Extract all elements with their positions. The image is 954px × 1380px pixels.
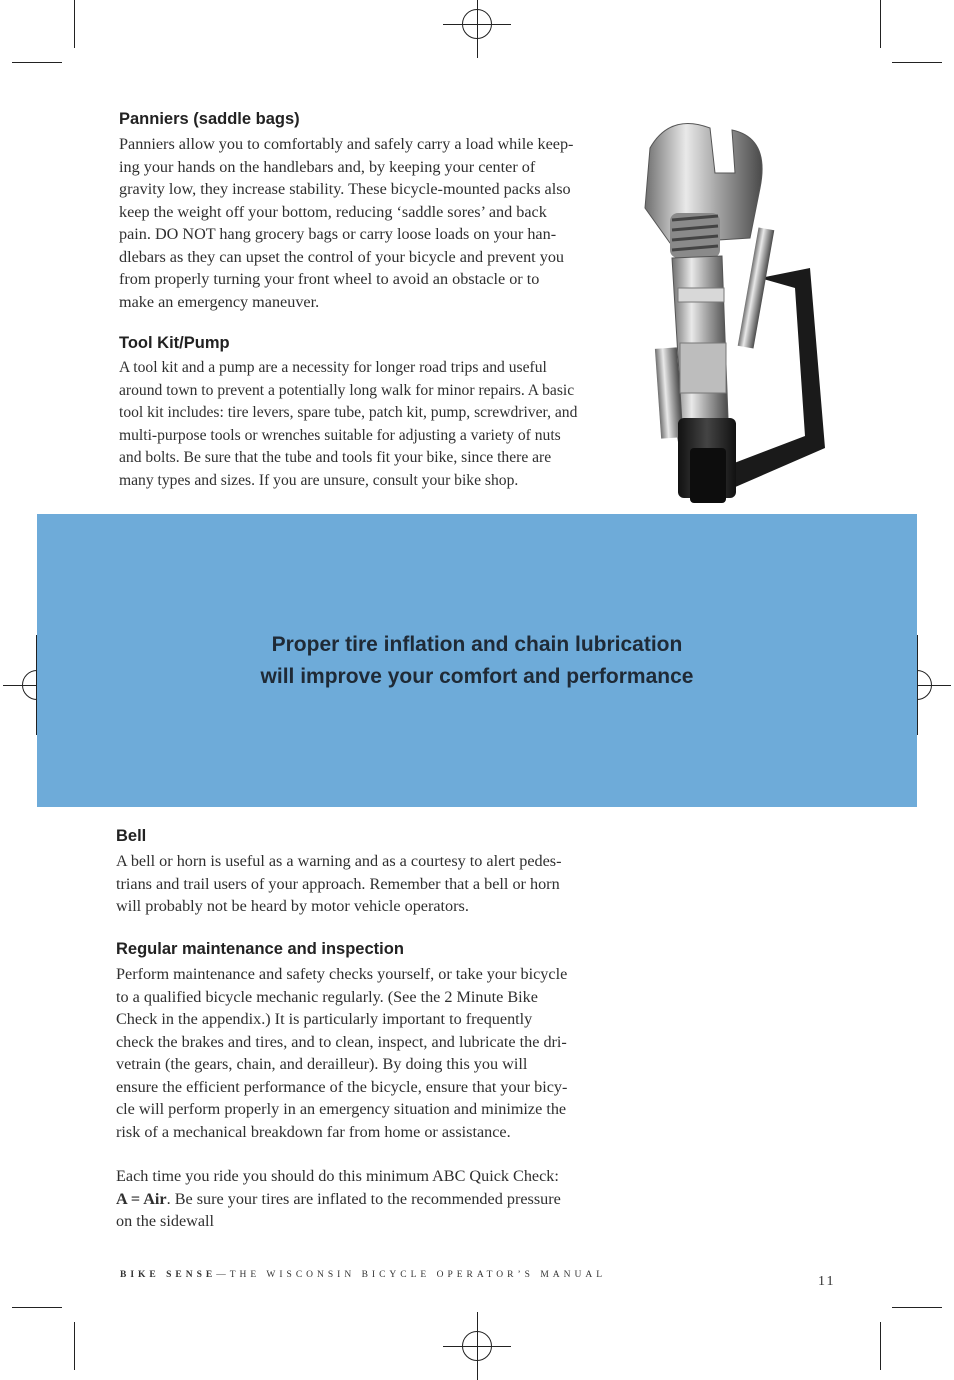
text-line: many types and sizes. If you are unsure, consult your bike shop. xyxy=(119,471,519,489)
registration-mark xyxy=(462,1331,492,1361)
crop-mark xyxy=(892,1307,942,1308)
text-line: from properly turning your front wheel to avoid an obstacle or to xyxy=(119,270,540,288)
text-line: to a qualified bicycle mechanic regularly. (See the 2 Minute Bike xyxy=(116,987,538,1006)
text-line: pain. DO NOT hang grocery bags or carry loose loads on your han- xyxy=(119,225,557,243)
footer-brand: BIKE SENSE xyxy=(120,1270,217,1280)
text-line: and bolts. Be sure that the tube and tools fit your bike, since there are xyxy=(119,449,552,466)
text-line: vetrain (the gears, chain, and derailleur). By doing this you will xyxy=(116,1055,528,1073)
text-line: check the brakes and tires, and to clean, inspect, and lubricate the dri- xyxy=(116,1032,567,1051)
text-line: risk of a mechanical breakdown far from home or assistance. xyxy=(116,1122,511,1141)
text-line: A tool kit and a pump are a necessity for longer road trips and useful xyxy=(119,359,547,376)
text-line: cle will perform properly in an emergency situation and minimize the xyxy=(116,1100,567,1118)
running-footer xyxy=(120,1270,606,1280)
toolkit-body xyxy=(119,357,599,492)
text-line: keep the weight off your bottom, reducing ‘saddle sores’ and back xyxy=(119,202,547,221)
panniers-body xyxy=(119,133,599,313)
crop-mark xyxy=(74,0,75,48)
maintenance-section xyxy=(116,940,606,1233)
page-number: 11 xyxy=(818,1274,836,1289)
text-line: around town to prevent a potentially long walk for minor repairs. A basic xyxy=(119,381,575,399)
air-label: A = Air xyxy=(116,1189,167,1208)
text-line: on the sidewall xyxy=(116,1212,215,1230)
crop-mark xyxy=(12,1307,62,1308)
crop-mark xyxy=(880,0,881,48)
bell-body xyxy=(116,850,606,918)
text-line: ensure the efficient performance of the bicycle, ensure that your bicy- xyxy=(116,1077,568,1096)
crop-mark xyxy=(12,62,62,63)
callout-line: Proper tire inflation and chain lubrication xyxy=(271,632,683,656)
panniers-section xyxy=(119,110,599,313)
abc-check-paragraph xyxy=(116,1165,606,1233)
bell-section xyxy=(116,827,606,918)
callout-text xyxy=(261,629,694,693)
multi-tool-wrench-icon xyxy=(610,118,840,510)
text-line: multi-purpose tools or wrenches suitable for adjusting a variety of nuts xyxy=(119,426,561,444)
text-line: ing your hands on the handlebars and, by keeping your center of xyxy=(119,157,536,176)
text-line: trians and trail users of your approach. Remember that a bell or horn xyxy=(116,874,560,893)
section-heading: Bell xyxy=(116,827,147,845)
text-line: Panniers allow you to comfortably and safely carry a load while keep- xyxy=(119,135,574,153)
text-line: A bell or horn is useful as a warning and as a courtesy to alert pedes- xyxy=(116,852,562,870)
registration-mark xyxy=(462,9,492,39)
text-line: make an emergency maneuver. xyxy=(119,292,320,311)
callout-banner xyxy=(37,514,917,807)
section-heading: Regular maintenance and inspection xyxy=(116,940,404,958)
maintenance-body xyxy=(116,963,606,1143)
footer-title: THE WISCONSIN BICYCLE OPERATOR’S MANUAL xyxy=(229,1270,607,1280)
text-line: dlebars as they can upset the control of your bicycle and prevent you xyxy=(119,247,565,266)
text-line: will probably not be heard by motor vehicle operators. xyxy=(116,897,469,915)
crop-mark xyxy=(892,62,942,63)
text-line: tool kit includes: tire levers, spare tube, patch kit, pump, screwdriver, and xyxy=(119,404,578,421)
section-heading: Tool Kit/Pump xyxy=(119,334,230,352)
crop-mark xyxy=(880,1322,881,1370)
crop-mark xyxy=(74,1322,75,1370)
text-line: gravity low, they increase stability. These bicycle-mounted packs also xyxy=(119,180,571,198)
callout-line: will improve your comfort and performance xyxy=(260,664,694,688)
section-heading: Panniers (saddle bags) xyxy=(119,110,300,128)
text-line: Each time you ride you should do this minimum ABC Quick Check: xyxy=(116,1167,559,1185)
text-line: Check in the appendix.) It is particularly important to frequently xyxy=(116,1010,533,1028)
text-line: . Be sure your tires are inflated to the recommended pressure xyxy=(166,1189,561,1208)
toolkit-section xyxy=(119,334,599,492)
text-line: Perform maintenance and safety checks yourself, or take your bicycle xyxy=(116,965,568,983)
footer-dash: — xyxy=(216,1270,230,1280)
